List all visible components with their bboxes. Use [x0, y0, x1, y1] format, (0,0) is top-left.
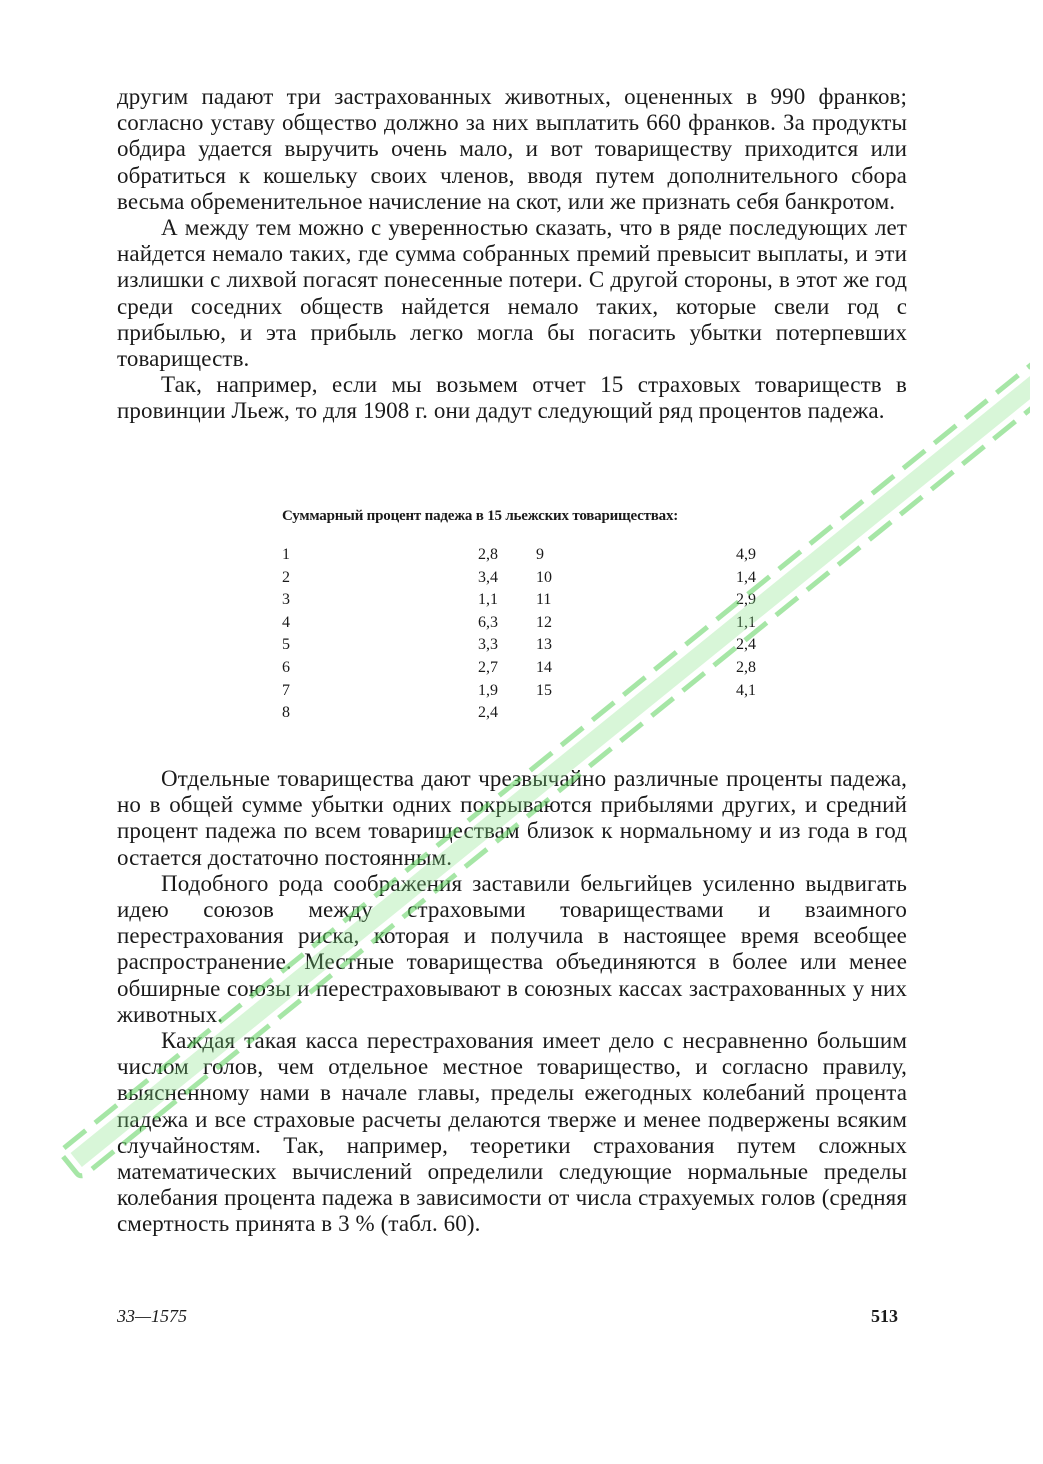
row-value: 4,1 — [736, 681, 756, 699]
row-number: 10 — [536, 568, 552, 586]
table-row — [282, 704, 762, 727]
row-number: 9 — [536, 546, 544, 563]
row-value: 1,4 — [736, 568, 756, 586]
paragraph: Каждая такая касса перестрахования имеет дело с несравненно большим числом голов, чем отдельное местное товарищество, и согласно правилу, выясненному нами в начале главы, пределы ежегодных колебаний процента падежа и все страховые расчеты делаются тверже и менее подвержены всяким случайностям. Так, например, теоретики страхования путем сложных математических вычислений определили следующие нормальные пределы колебания процента падежа в зависимости от числа страхуемых голов (средняя смертность принята в 3 % (табл. 60). — [117, 1028, 907, 1237]
table-row — [282, 682, 762, 705]
signature-mark: 33—1575 — [117, 1306, 188, 1326]
table-row — [282, 591, 762, 614]
row-number: 15 — [536, 681, 552, 699]
row-value: 4,9 — [736, 546, 756, 563]
row-value: 2,9 — [736, 591, 756, 609]
row-value: 1,1 — [736, 613, 756, 631]
row-value: 2,4 — [736, 636, 756, 654]
row-value: 2,4 — [478, 704, 498, 722]
row-number: 2 — [282, 568, 290, 586]
row-number: 4 — [282, 613, 290, 631]
text-block-top — [117, 84, 907, 425]
text-block-bottom — [117, 766, 907, 1238]
row-number: 11 — [536, 591, 552, 609]
paragraph: Отдельные товарищества дают чрезвычайно различные проценты падежа, но в общей сумме убытки одних покрываются прибылями других, и средний процент падежа по всем товариществам близок к нормальному и из года в год остается достаточно постоянным. — [117, 766, 907, 870]
row-value: 6,3 — [478, 613, 498, 631]
row-value: 1,1 — [478, 591, 498, 609]
row-number: 1 — [282, 546, 290, 563]
mortality-table — [282, 506, 762, 727]
table-row — [282, 569, 762, 592]
page-number: 513 — [871, 1306, 898, 1326]
table-rows — [282, 546, 762, 727]
row-number: 7 — [282, 681, 290, 699]
paragraph: Подобного рода соображения заставили бельгийцев усиленно выдвигать идею союзов между страховыми товариществами и взаимного перестрахования риска, которая и получила в настоящее время всеобщее распространение. Местные товарищества объединяются в более или менее обширные союзы и перестраховывают в союзных кассах застрахованных у них животных. — [117, 870, 907, 1027]
row-value: 1,9 — [478, 681, 498, 699]
row-number: 5 — [282, 636, 290, 654]
paragraph: другим падают три застрахованных животных, оцененных в 990 франков; согласно уставу общество должно за них выплатить 660 франков. За продукты обдира удается выручить очень мало, и вот товариществу приходится или обратиться к кошельку своих членов, вводя путем дополнительного сбора весьма обременительное начисление на скот, или же признать себя банкротом. — [117, 84, 907, 214]
row-number: 3 — [282, 591, 290, 609]
row-value: 2,8 — [736, 658, 756, 676]
row-number: 14 — [536, 658, 552, 676]
table-row — [282, 614, 762, 637]
paragraph: Так, например, если мы возьмем отчет 15 страховых товариществ в провинции Льеж, то для 1908 г. они дадут следующий ряд процентов падежа. — [117, 372, 907, 424]
row-value: 2,7 — [478, 658, 498, 676]
table-title: Суммарный процент падежа в 15 льежских товариществах: — [282, 508, 679, 524]
row-number: 8 — [282, 704, 290, 722]
row-value: 3,3 — [478, 636, 498, 654]
table-row — [282, 636, 762, 659]
table-row — [282, 659, 762, 682]
row-value: 3,4 — [478, 568, 498, 586]
row-number: 13 — [536, 636, 552, 654]
row-number: 6 — [282, 658, 290, 676]
table-row — [282, 546, 762, 569]
row-number: 12 — [536, 613, 552, 631]
paragraph: А между тем можно с уверенностью сказать, что в ряде последующих лет найдется немало таких, где сумма собранных премий превысит выплаты, и эти излишки с лихвой погасят понесенные потери. С другой стороны, в этот же год среди соседних обществ найдется немало таких, которые свели год с прибылью, и эта прибыль легко могла бы погасить убытки потерпевших товариществ. — [117, 215, 907, 372]
row-value: 2,8 — [478, 546, 498, 563]
